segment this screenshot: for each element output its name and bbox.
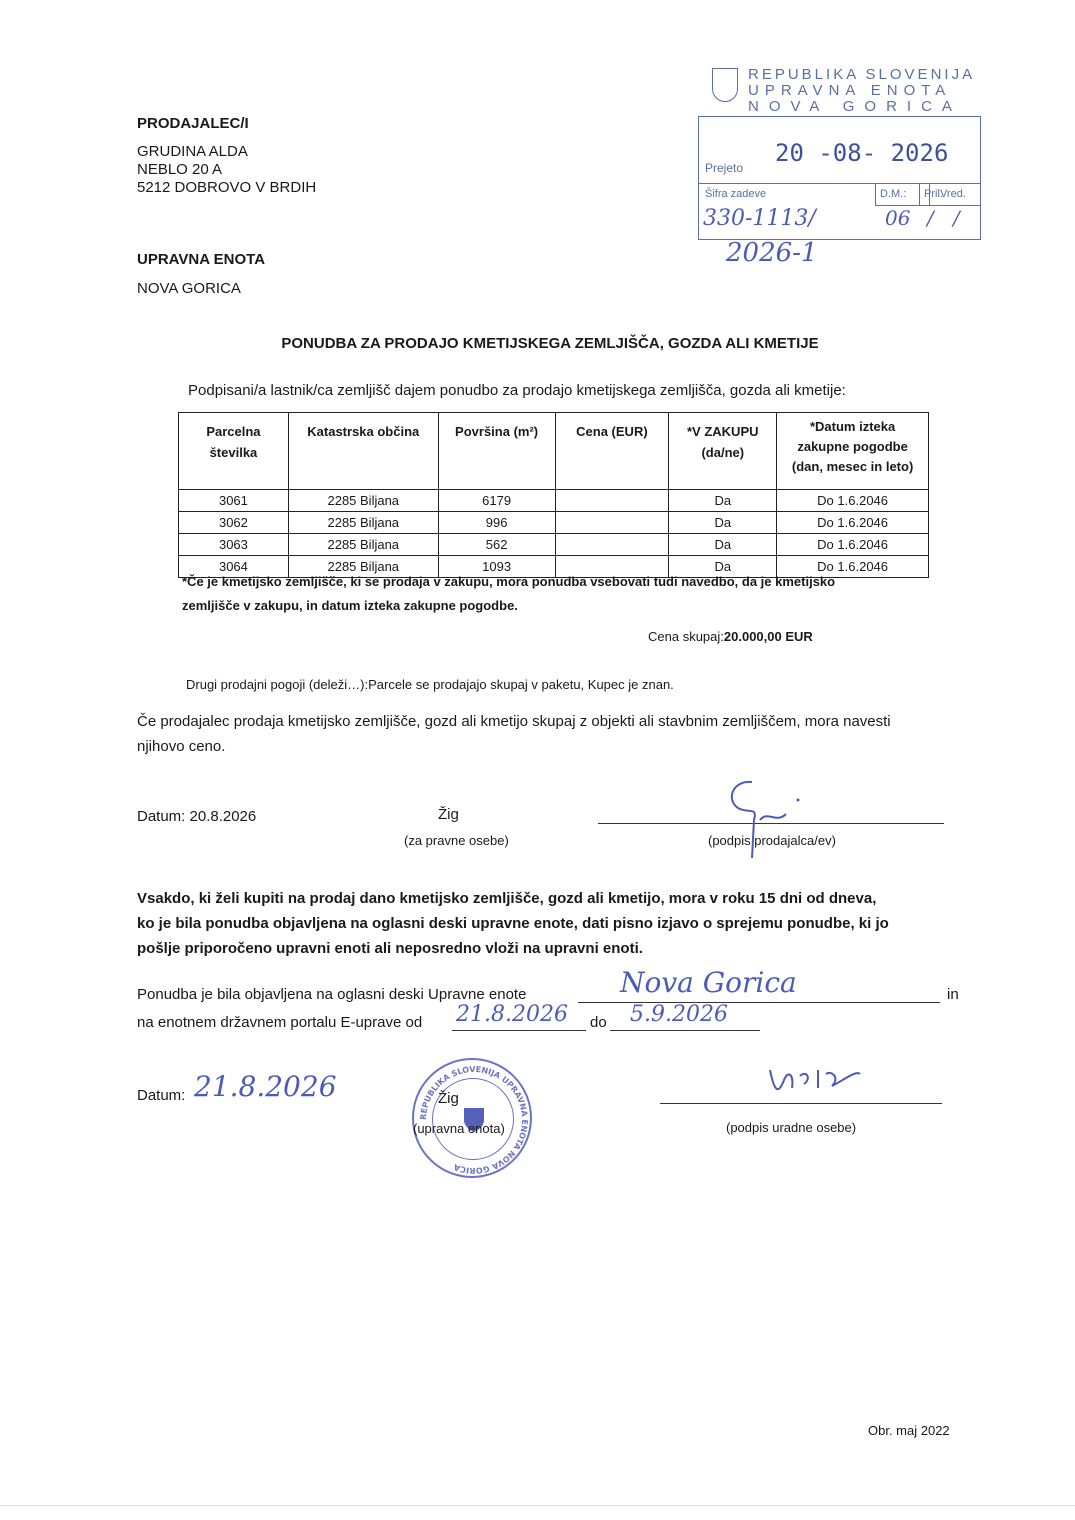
seller-signature-icon <box>724 770 844 862</box>
cell-expiry: Do 1.6.2046 <box>777 534 929 556</box>
header-area: Površina (m²) <box>438 413 555 490</box>
seller-seal-label: Žig <box>438 806 459 823</box>
cell-price <box>555 534 669 556</box>
cell-lease: Da <box>669 490 777 512</box>
parcel-table <box>178 412 929 578</box>
cell-lease: Da <box>669 512 777 534</box>
notice-line-3: pošlje priporočeno upravni enoti ali neposredno vloži na upravni enoti. <box>137 940 643 957</box>
seller-street: NEBLO 20 A <box>137 161 223 178</box>
office-seal-sub: (upravna enota) <box>413 1121 505 1136</box>
cell-price <box>555 490 669 512</box>
cell-cadastral: 2285 Biljana <box>288 512 438 534</box>
document-title: PONUDBA ZA PRODAJO KMETIJSKEGA ZEMLJIŠČA, GOZDA ALI KMETIJE <box>281 335 819 352</box>
cell-parcel: 3062 <box>179 512 289 534</box>
stamp-line-2: UPRAVNA ENOTA <box>748 82 952 99</box>
stamp-header <box>700 64 990 116</box>
pril-value: / <box>927 206 934 230</box>
total-value: 20.000,00 EUR <box>723 629 813 644</box>
dm-label: D.M.: <box>880 188 907 200</box>
other-terms: Drugi prodajni pogoji (deleži…):Parcele se prodajajo skupaj v paketu, Kupec je znan. <box>186 677 674 692</box>
header-expiry: *Datum izteka zakupne pogodbe (dan, mesec in leto) <box>777 413 929 490</box>
stamp-line-3: NOVA GORICA <box>748 98 962 115</box>
objects-note-line-1: Če prodajalec prodaja kmetijsko zemljišče, gozd ali kmetijo skupaj z objekti ali stavbnim zemljiščem, mora navesti <box>137 713 891 730</box>
vred-cell <box>929 184 980 206</box>
svg-text:REPUBLIKA SLOVENIJA UPRAVNA EN: REPUBLIKA SLOVENIJA UPRAVNA ENOTA NOVA GORICA <box>418 1064 530 1176</box>
office-hand: Nova Gorica <box>620 966 797 999</box>
from-hand: 21.8.2026 <box>456 1002 568 1027</box>
header-parcel: Parcelna številka <box>179 413 289 490</box>
vred-value: / <box>953 206 960 230</box>
objects-note-line-2: njihovo ceno. <box>137 738 226 755</box>
notice-line-2: ko je bila ponudba objavljena na oglasni deski upravne enote, dati pisno izjavo o sprejemu ponudbe, ki jo <box>137 915 889 932</box>
page-bottom-edge <box>0 1505 1075 1506</box>
cell-parcel: 3061 <box>179 490 289 512</box>
notice-line-1: Vsakdo, ki želi kupiti na prodaj dano kmetijsko zemljišče, gozd ali kmetijo, mora v roku 15 dni od dneva, <box>137 890 877 907</box>
office-seal-label: Žig <box>438 1090 459 1107</box>
pril-label: Pril. <box>924 188 943 200</box>
office-seal <box>412 1058 532 1178</box>
case-suffix: 2026-1 <box>726 238 818 268</box>
in-label: in <box>947 986 959 1003</box>
from-line <box>452 1030 586 1031</box>
to-line <box>610 1030 760 1031</box>
table-row <box>179 534 929 556</box>
dm-value: 06 <box>885 206 911 230</box>
case-code-row <box>699 183 980 240</box>
recipient-heading: UPRAVNA ENOTA <box>137 251 266 268</box>
total-price <box>648 629 813 644</box>
received-date: 20 -08- 2026 <box>775 139 949 167</box>
cell-cadastral: 2285 Biljana <box>288 534 438 556</box>
seller-name: GRUDINA ALDA <box>137 143 248 160</box>
cell-expiry: Do 1.6.2046 <box>777 512 929 534</box>
footnote-line-1: *Če je kmetijsko zemljišče, ki se prodaja v zakupu, mora ponudba vsebovati tudi navedbo, da je kmetijsko <box>182 574 836 589</box>
cell-expiry: Do 1.6.2046 <box>777 490 929 512</box>
dm-cell <box>875 184 920 206</box>
to-hand: 5.9.2026 <box>630 1002 728 1027</box>
cell-parcel: 3064 <box>179 556 289 578</box>
office-date-hand: 21.8.2026 <box>194 1070 337 1103</box>
table-row <box>179 490 929 512</box>
header-cadastral: Katastrska občina <box>288 413 438 490</box>
vred-label: Vred. <box>940 188 966 200</box>
publication-line-2: na enotnem državnem portalu E-uprave od <box>137 1014 423 1031</box>
cell-area: 6179 <box>438 490 555 512</box>
intro-text: Podpisani/a lastnik/ca zemljišč dajem ponudbo za prodajo kmetijskega zemljišča, gozda ali kmetije: <box>188 382 846 399</box>
received-label: Prejeto <box>705 161 744 175</box>
total-label: Cena skupaj: <box>648 629 724 644</box>
header-lease: *V ZAKUPU (da/ne) <box>669 413 777 490</box>
to-label: do <box>590 1014 607 1031</box>
cell-expiry: Do 1.6.2046 <box>777 556 929 578</box>
recipient-name: NOVA GORICA <box>137 280 241 297</box>
footnote-line-2: zemljišče v zakupu, in datum izteka zakupne pogodbe. <box>182 598 518 613</box>
cell-cadastral: 2285 Biljana <box>288 490 438 512</box>
cell-price <box>555 512 669 534</box>
cell-cadastral: 2285 Biljana <box>288 556 438 578</box>
table-header-row <box>179 413 929 490</box>
form-version: Obr. maj 2022 <box>868 1423 950 1438</box>
seller-date: Datum: 20.8.2026 <box>137 808 257 825</box>
office-signature-line <box>660 1103 942 1104</box>
cell-parcel: 3063 <box>179 534 289 556</box>
table-row <box>179 512 929 534</box>
office-signature-icon <box>760 1040 870 1102</box>
cell-lease: Da <box>669 556 777 578</box>
office-sign-label: (podpis uradne osebe) <box>726 1120 857 1135</box>
header-price: Cena (EUR) <box>555 413 669 490</box>
cell-area: 562 <box>438 534 555 556</box>
office-date-label: Datum: <box>137 1087 186 1104</box>
seller-seal-sub: (za pravne osebe) <box>404 833 509 848</box>
case-code-label: Šifra zadeve <box>705 188 767 200</box>
case-number: 330-1113/ <box>703 206 816 231</box>
stamp-line-1: REPUBLIKA SLOVENIJA <box>748 66 976 83</box>
seller-heading: PRODAJALEC/I <box>137 115 249 132</box>
cell-area: 996 <box>438 512 555 534</box>
cell-area: 1093 <box>438 556 555 578</box>
publication-line-1: Ponudba je bila objavljena na oglasni deski Upravne enote <box>137 986 527 1003</box>
cell-lease: Da <box>669 534 777 556</box>
seller-city: 5212 DOBROVO V BRDIH <box>137 179 317 196</box>
seller-sign-label: (podpis prodajalca/ev) <box>708 833 836 848</box>
received-stamp <box>698 116 981 240</box>
